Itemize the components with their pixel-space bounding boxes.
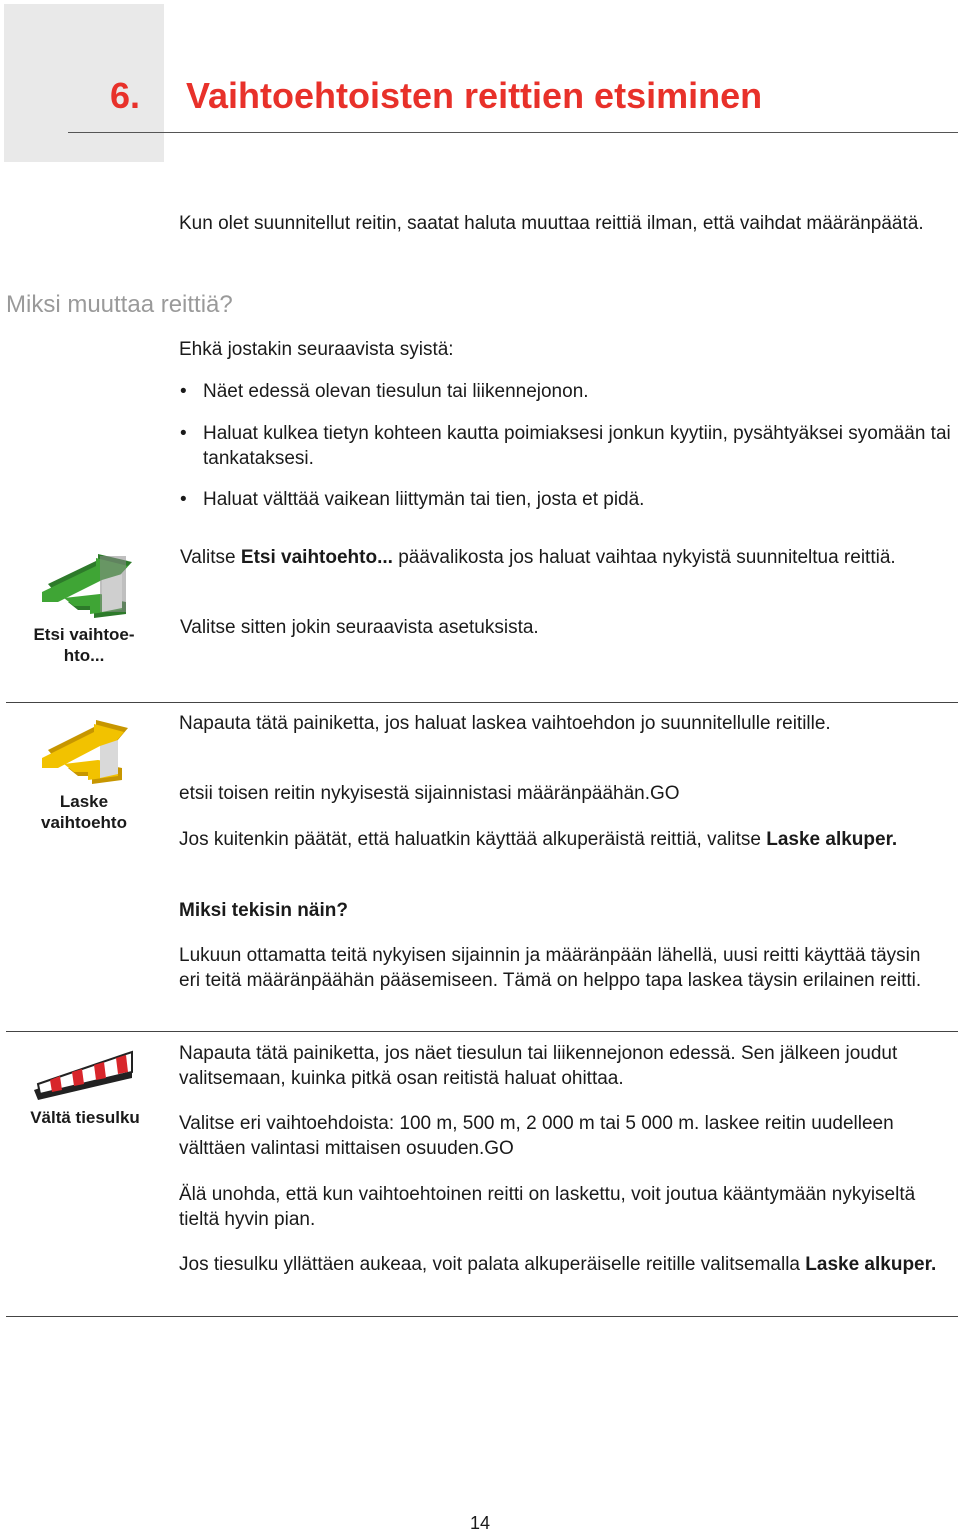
revert-route-text: Jos kuitenkin päätät, että haluatkin käyttää alkuperäistä reittiä, valitse Laske alkuper. bbox=[179, 829, 898, 850]
roadblock-revert: Jos tiesulku yllättäen aukeaa, voit palata alkuperäiselle reitille valitsemalla Laske alkuper. bbox=[179, 1254, 937, 1275]
why-subheading: Miksi tekisin näin? bbox=[179, 900, 348, 921]
calculate-alternative-result: etsii toisen reitin nykyisestä sijainnistasi määränpäähän.GO bbox=[179, 783, 680, 804]
reasons-intro: Ehkä jostakin seuraavista syistä: bbox=[179, 339, 454, 360]
section-divider bbox=[6, 702, 958, 703]
section-divider bbox=[6, 1316, 958, 1317]
roadblock-icon[interactable] bbox=[32, 1048, 136, 1102]
roadblock-label: Vältä tiesulku bbox=[30, 1108, 140, 1127]
list-item: • Haluat kulkea tietyn kohteen kautta poimiaksesi jonkun kyytiin, pysähtyäksei syomään tai tankataksesi. bbox=[180, 421, 955, 471]
roadblock-note: Älä unohda, että kun vaihtoehtoinen reitti on laskettu, voit joutua kääntymään nykyiseltä tieltä hyvin pian. bbox=[179, 1184, 916, 1230]
chapter-title: Vaihtoehtoisten reittien etsiminen bbox=[186, 75, 763, 116]
list-item: • Näet edessä olevan tiesulun tai liikennejonon. bbox=[180, 379, 955, 404]
options-intro: Valitse sitten jokin seuraavista asetuksista. bbox=[180, 617, 539, 638]
roadblock-options: Valitse eri vaihtoehdoista: 100 m, 500 m, 2 000 m tai 5 000 m. laskee reitin uudelleen välttäen valintasi mittaisen osuuden.GO bbox=[179, 1113, 894, 1159]
why-explanation: Lukuun ottamatta teitä nykyisen sijainnin ja määränpään lähellä, uusi reitti käyttää täysin eri teitä määränpäähän pääsemiseen. Tämä on helppo tapa laskea täysin erilainen reitti. bbox=[179, 945, 922, 991]
list-item: • Haluat välttää vaikean liittymän tai tien, josta et pidä. bbox=[180, 487, 955, 512]
page-number: 14 bbox=[469, 1513, 491, 1531]
title-divider bbox=[68, 132, 958, 133]
intro-paragraph: Kun olet suunnitellut reitin, saatat haluta muuttaa reittiä ilman, että vaihdat määränpäätä. bbox=[179, 213, 924, 234]
chapter-number: 6. bbox=[110, 75, 141, 116]
calculate-alternative-text: Napauta tätä painiketta, jos haluat laskea vaihtoehdon jo suunnitellulle reitille. bbox=[179, 713, 831, 734]
calculate-alternative-icon[interactable] bbox=[38, 718, 130, 786]
section-divider bbox=[6, 1031, 958, 1032]
find-alternative-label: Etsi vaihtoe-hto... bbox=[33, 625, 135, 665]
find-alternative-text: Valitse Etsi vaihtoehto... päävalikosta jos haluat vaihtaa nykyistä suunniteltua reittiä. bbox=[180, 547, 896, 568]
section-heading: Miksi muuttaa reittiä? bbox=[6, 291, 233, 318]
calculate-alternative-label: Laske vaihtoehto bbox=[41, 792, 127, 832]
find-alternative-icon[interactable] bbox=[38, 552, 134, 620]
roadblock-text: Napauta tätä painiketta, jos näet tiesulun tai liikennejonon edessä. Sen jälkeen joudut valitsemaan, kuinka pitkä osan reitistä haluat ohittaa. bbox=[179, 1043, 898, 1089]
